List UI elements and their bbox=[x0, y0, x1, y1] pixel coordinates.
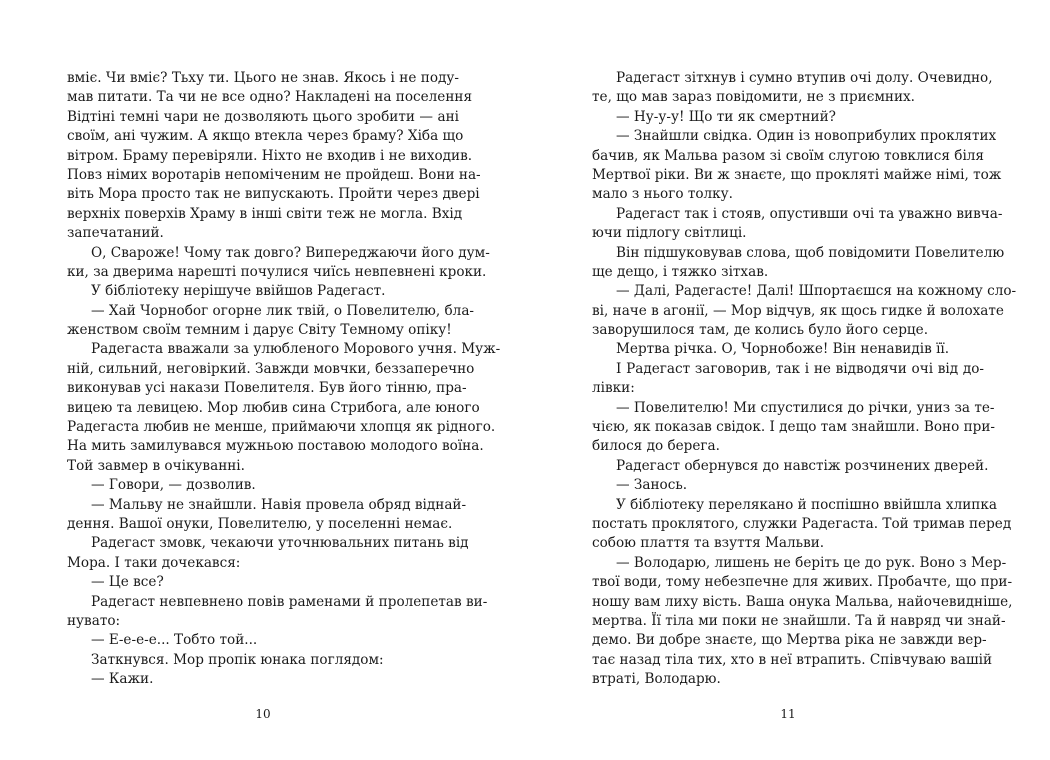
text-line: Радегаст зітхнув і сумно втупив очі долу. Очевидно, bbox=[616, 70, 993, 86]
text-line: заворушилося там, де колись було його серце. bbox=[592, 322, 929, 339]
text-line: бачив, як Мальва разом зі своїм слугою товклися біля bbox=[592, 147, 984, 164]
right-page-body bbox=[592, 69, 1017, 690]
text-line: ще дещо, і тяжко зітхав. bbox=[592, 263, 769, 280]
text-line: лівки: bbox=[592, 380, 635, 397]
text-line: віть Мора просто так не випускають. Пройти через двері bbox=[67, 186, 480, 203]
left-page-number: 10 bbox=[255, 707, 271, 721]
text-line: дення. Вашої онуки, Повелителю, у поселенні немає. bbox=[67, 515, 453, 532]
text-line: вміє. Чи вміє? Тьху ти. Цього не знав. Якось і не поду- bbox=[67, 70, 459, 86]
text-line: На мить замилувався мужньою поставою молодого воїна. bbox=[67, 438, 484, 455]
text-line: тає назад тіла тих, хто в неї втрапить. Співчуваю вашій bbox=[592, 651, 993, 668]
text-line: — Кажи. bbox=[91, 671, 154, 688]
text-line: собою плаття та взуття Мальви. bbox=[592, 535, 825, 552]
text-line: втраті, Володарю. bbox=[592, 671, 721, 688]
text-line: виконував усі накази Повелителя. Був його тінню, пра- bbox=[67, 380, 467, 397]
text-line: — Мальву не знайшли. Навія провела обряд віднай- bbox=[91, 496, 467, 513]
text-line: — Повелителю! Ми спустилися до річки, униз за те- bbox=[616, 399, 995, 416]
text-line: те, що мав зараз повідомити, не з приємних. bbox=[592, 89, 915, 106]
text-line: Повз німих воротарів непоміченим не пройдеш. Вони на- bbox=[67, 166, 481, 183]
text-line: — Занось. bbox=[616, 477, 688, 494]
text-line: билося до берега. bbox=[592, 438, 720, 455]
text-line: ючи підлогу світлиці. bbox=[592, 225, 747, 242]
right-page-number: 11 bbox=[780, 707, 796, 721]
text-line: мало з нього толку. bbox=[592, 186, 733, 203]
text-line: — Далі, Радегасте! Далі! Шпортаєшся на кожному сло- bbox=[616, 283, 1017, 300]
text-line: вітром. Браму перевіряли. Ніхто не входив і не виходив. bbox=[67, 147, 473, 164]
left-page-body bbox=[67, 69, 501, 690]
text-line: — Ну-у-у! Що ти як смертний? bbox=[616, 108, 836, 125]
text-line: Радегаст невпевнено повів раменами й пролепетав ви- bbox=[91, 593, 488, 610]
text-line: Він підшуковував слова, щоб повідомити Повелителю bbox=[616, 244, 1005, 261]
text-line: демо. Ви добре знаєте, що Мертва ріка не завжди вер- bbox=[592, 632, 987, 649]
text-line: мертва. Її тіла ми поки не знайшли. Та й навряд чи знай- bbox=[592, 612, 1006, 629]
text-line: О, Свароже! Чому так довго? Випереджаючи його дум- bbox=[91, 244, 490, 261]
text-line: — Володарю, лишень не беріть це до рук. Воно з Мер- bbox=[616, 554, 1007, 571]
text-line: чією, як показав свідок. І дещо там знайшли. Воно при- bbox=[592, 419, 996, 436]
text-line: У бібліотеку нерішуче ввійшов Радегаст. bbox=[91, 283, 386, 300]
text-line: Радегаст обернувся до навстіж розчинених дверей. bbox=[616, 457, 989, 474]
text-line: Радегаст змовк, чекаючи уточнювальних питань від bbox=[91, 535, 469, 552]
text-line: Мертвої ріки. Ви ж знаєте, що прокляті майже німі, тож bbox=[592, 166, 1002, 183]
text-line: У бібліотеку перелякано й поспішно ввійшла хлипка bbox=[616, 496, 997, 513]
text-line: ній, сильний, неговіркий. Завжди мовчки, беззаперечно bbox=[67, 360, 475, 377]
text-line: своїм, ані чужим. А якщо втекла через браму? Хіба що bbox=[67, 128, 464, 145]
text-line: Той завмер в очікуванні. bbox=[67, 457, 245, 474]
text-line: вицею та левицею. Мор любив сина Стрибога, але юного bbox=[67, 399, 480, 416]
text-line: І Радегаст заговорив, так і не відводячи очі від до- bbox=[616, 360, 984, 377]
text-line: Заткнувся. Мор пропік юнака поглядом: bbox=[91, 651, 384, 668]
text-line: постать проклятого, служки Радегаста. Той тримав перед bbox=[592, 515, 1012, 532]
text-line: нувато: bbox=[67, 612, 121, 629]
text-line: Мора. І таки дочекався: bbox=[67, 554, 241, 571]
text-line: твої води, тому небезпечне для живих. Пробачте, що при- bbox=[592, 574, 1013, 591]
text-line: Відтіні темні чари не дозволяють цього зробити — ані bbox=[67, 108, 459, 125]
text-line: мав питати. Та чи не все одно? Накладені на поселення bbox=[67, 89, 473, 106]
text-line: запечатаний. bbox=[67, 225, 164, 242]
text-line: женством своїм темним і дарує Світу Темному опіку! bbox=[67, 322, 452, 339]
text-line: Мертва річка. О, Чорнобоже! Він ненавидів її. bbox=[616, 341, 950, 358]
text-line: ки, за дверима нарешті почулися чиїсь невпевнені кроки. bbox=[67, 263, 487, 280]
text-line: Радегаста любив не менше, приймаючи хлопця як рідного. bbox=[67, 419, 496, 436]
text-line: ві, наче в агонії, — Мор відчув, як щось гидке й волохате bbox=[592, 302, 1004, 319]
text-line: — Говори, — дозволив. bbox=[91, 477, 256, 494]
text-line: ношу вам лиху вість. Ваша онука Мальва, найочевидніше, bbox=[592, 593, 1013, 610]
text-line: Радегаста вважали за улюбленого Морового учня. Муж- bbox=[91, 341, 501, 358]
text-line: — Хай Чорнобог огорне лик твій, о Повелителю, бла- bbox=[91, 302, 475, 319]
text-line: — Це все? bbox=[91, 574, 164, 591]
text-line: Радегаст так і стояв, опустивши очі та уважно вивча- bbox=[616, 205, 1003, 222]
text-line: верхніх поверхів Храму в інші світи теж не могла. Вхід bbox=[67, 205, 463, 222]
text-line: — Е-е-е-е... Тобто той... bbox=[91, 632, 258, 649]
text-line: — Знайшли свідка. Один із новоприбулих проклятих bbox=[616, 128, 997, 145]
